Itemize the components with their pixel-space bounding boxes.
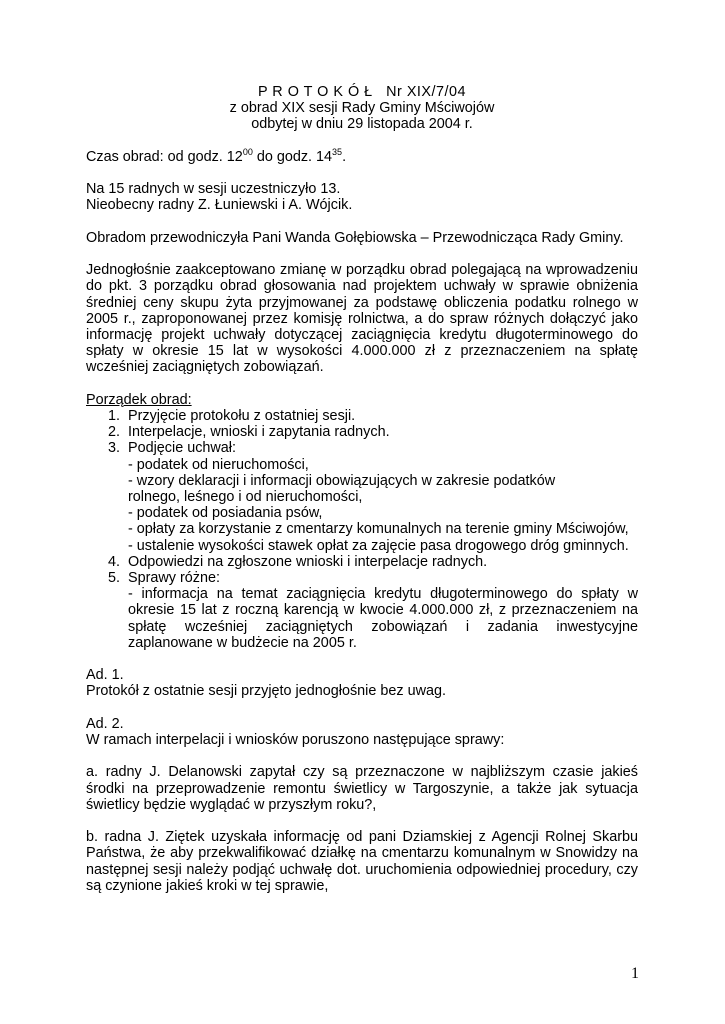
session-subtitle: z obrad XIX sesji Rady Gminy Mściwojów — [229, 100, 495, 117]
ad1-title: Ad. 1. — [86, 667, 124, 684]
absent-members: Nieobecny radny Z. Łuniewski i A. Wójcik. — [86, 197, 353, 214]
agenda-item: 2. Interpelacje, wnioski i zapytania radnych. — [108, 424, 390, 441]
agenda-item: 1. Przyjęcie protokołu z ostatniej sesji. — [108, 407, 356, 424]
document-body — [86, 84, 638, 894]
time-start-minutes: 00 — [242, 146, 253, 157]
ad2-point-b: b. radna J. Ziętek uzyskała informację od pani Dziamskiej z Agencji Rolnej Skarbu Państwa, że aby przekwalifikować działkę na cmentarzu komunalnym w Snowidzy na następnej sesji należy podjąć uchwałę dot. uruchomienia odpowiedniej procedury, czy są czynione jakieś kroki w tej sprawie, — [86, 829, 638, 894]
ad2-text: W ramach interpelacji i wniosków poruszono następujące sprawy: — [86, 732, 505, 749]
attendance-count: Na 15 radnych w sesji uczestniczyło 13. — [86, 181, 341, 198]
sublist-item: rolnego, leśnego i od nieruchomości, — [128, 489, 363, 505]
agenda-item: 4. Odpowiedzi na zgłoszone wnioski i interpelacje radnych. — [108, 553, 488, 570]
protocol-title: P R O T O K Ó Ł Nr XIX/7/04 — [257, 84, 467, 100]
session-date: odbytej w dniu 29 listopada 2004 r. — [251, 116, 473, 133]
sublist-item: - podatek od posiadania psów, — [128, 505, 323, 522]
document-header — [86, 84, 638, 133]
time-suffix: . — [342, 148, 347, 165]
sublist-item: - ustalenie wysokości stawek opłat za zajęcie pasa drogowego dróg gminnych. — [128, 537, 629, 554]
agenda-list — [86, 408, 638, 457]
sublist-item: - podatek od nieruchomości, — [128, 456, 309, 473]
agenda-item: 3. Podjęcie uchwał: — [108, 440, 236, 457]
ad1-text: Protokół z ostatnie sesji przyjęto jednogłośnie bez uwag. — [86, 683, 446, 700]
ad2-title: Ad. 2. — [86, 715, 124, 732]
sublist-item: - opłaty za korzystanie z cmentarzy komunalnych na terenie gminy Mściwojów, — [128, 521, 629, 538]
time-middle: do godz. 14 — [252, 148, 333, 165]
ad2-point-a: a. radny J. Delanowski zapytał czy są przeznaczone w najbliższym czasie jakieś środki na przeprowadzenie remontu świetlicy w Targoszynie, a także jak sytuacja świetlicy będzie wyglądać w przyszłym roku?, — [86, 764, 638, 813]
resolutions-sublist — [86, 457, 638, 554]
agenda-title: Porządek obrad: — [86, 391, 192, 408]
page-number: 1 — [631, 965, 639, 982]
time-prefix: Czas obrad: od godz. 12 — [86, 148, 243, 165]
other-matters-item: - informacja na temat zaciągnięcia kredytu długoterminowego do spłaty w okresie 15 lat z roczną karencją w kwocie 4.000.000 zł, z przeznaczeniem na spłatę wcześniej zaciągniętych zobowiązań i zadania inwestycyjne zaplanowane w budżecie na 2005 r. — [128, 586, 638, 651]
agenda-item: 5. Sprawy różne: — [108, 570, 220, 587]
agenda-list-continued — [86, 554, 638, 586]
time-end-minutes: 35 — [332, 146, 343, 157]
sublist-item: - wzory deklaracji i informacji obowiązujących w zakresie podatków — [128, 472, 556, 489]
session-time — [86, 146, 638, 165]
agenda-change-paragraph: Jednogłośnie zaakceptowano zmianę w porządku obrad polegającą na wprowadzeniu do pkt. 3 porządku obrad głosowania nad projektem uchwały w sprawie obniżenia średniej ceny skupu żyta przyjmowanej za podstawę obliczenia podatku rolnego w 2005 r., zaproponowanej przez komisję rolnictwa, a do spraw różnych dołączyć jako informację projekt uchwały dotyczącej zaciągnięcia kredytu długoterminowego do spłaty w okresie 15 lat w wysokości 4.000.000 zł z przeznaczeniem na spłatę wcześniej zaciągniętych zobowiązań. — [86, 262, 638, 376]
chair-statement: Obradom przewodniczyła Pani Wanda Gołębiowska – Przewodnicząca Rady Gminy. — [86, 229, 624, 246]
